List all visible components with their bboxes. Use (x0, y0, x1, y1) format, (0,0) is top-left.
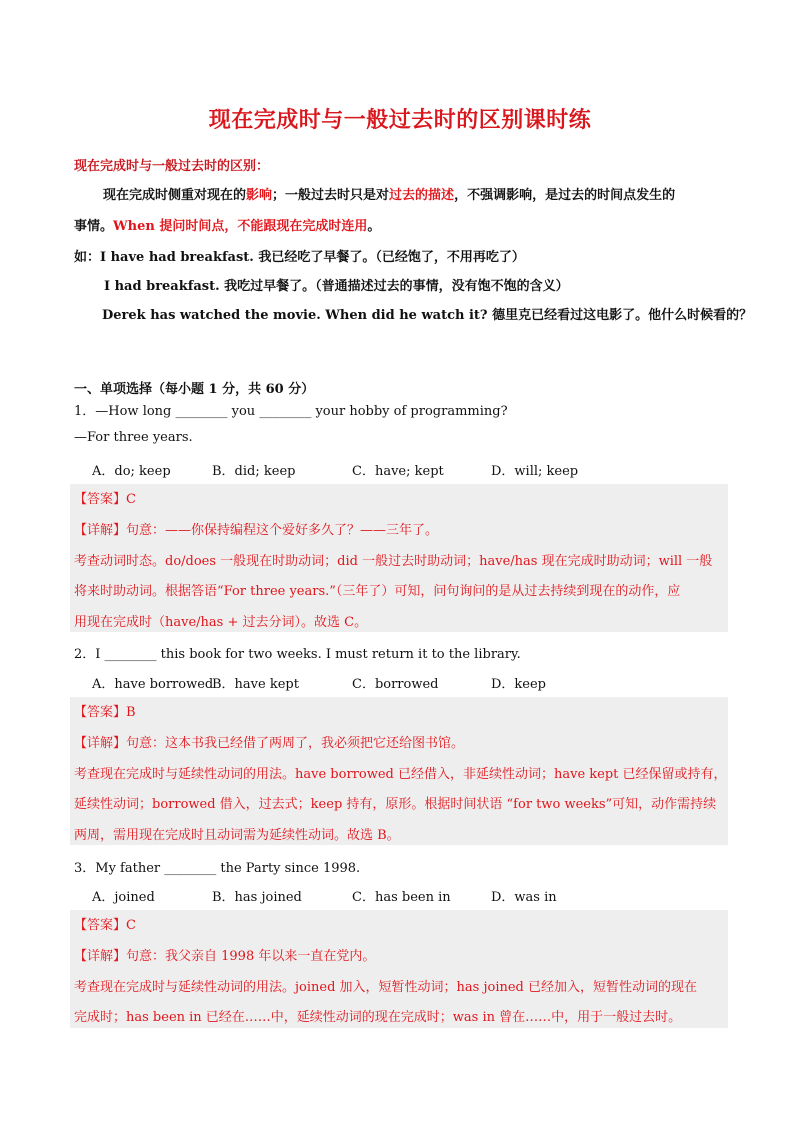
question-3-option-c: C．has been in (352, 890, 451, 905)
question-1-option-c: C．have; kept (352, 464, 444, 479)
question-1-option-d: D．will; keep (491, 464, 579, 479)
intro-text: 现在完成时侧重对现在的 (103, 188, 247, 203)
question-3-option-d: D．was in (491, 890, 557, 905)
answer-box-3 (70, 910, 728, 1028)
intro-text: ；一般过去时只是对 (272, 188, 390, 203)
intro-highlight: When 提问时间点，不能跟现在完成时连用 (113, 219, 368, 234)
explanation-2-line2: 延续性动词；borrowed 借入，过去式；keep 持有，原形。根据时间状语 “for two weeks”可知，动作需持续 (74, 797, 717, 812)
answer-box-2 (70, 697, 728, 845)
question-2-option-b: B．have kept (212, 677, 299, 692)
question-1-response: —For three years. (74, 430, 193, 445)
question-2-text: 2．I ________ this book for two weeks. I must return it to the library. (74, 647, 521, 662)
answer-1: 【答案】C (74, 492, 136, 507)
question-1-option-a: A．do; keep (92, 464, 171, 479)
example-3: Derek has watched the movie. When did he watch it? 德里克已经看过这电影了。他什么时候看的？ (102, 308, 753, 323)
intro-heading: 现在完成时与一般过去时的区别： (74, 159, 270, 174)
intro-highlight: 影响 (246, 188, 273, 203)
explanation-1-line1: 考查动词时态。do/does 一般现在时助动词；did 一般过去时助动词；have/has 现在完成时助动词；will 一般 (74, 554, 713, 569)
question-2-option-a: A．have borrowed (92, 677, 214, 692)
answer-3: 【答案】C (74, 918, 136, 933)
intro-highlight: 过去的描述 (389, 188, 455, 203)
section-heading: 一、单项选择（每小题 1 分，共 60 分） (74, 382, 315, 397)
detail-2: 【详解】句意：这本书我已经借了两周了，我必须把它还给图书馆。 (74, 736, 465, 751)
explanation-3-line1: 考查现在完成时与延续性动词的用法。joined 加入，短暂性动词；has joined 已经加入，短暂性动词的现在 (74, 980, 697, 995)
intro-text: 事情。 (74, 219, 114, 234)
detail-3: 【详解】句意：我父亲自 1998 年以来一直在党内。 (74, 949, 376, 964)
question-2-option-c: C．borrowed (352, 677, 439, 692)
intro-paragraph-line1 (103, 184, 675, 203)
question-2-option-d: D．keep (491, 677, 547, 692)
question-3-option-a: A．joined (92, 890, 155, 905)
detail-1: 【详解】句意：——你保持编程这个爱好多久了？——三年了。 (74, 523, 439, 538)
explanation-2-line3: 两周，需用现在完成时且动词需为延续性动词。故选 B。 (74, 828, 400, 843)
intro-text: ，不强调影响，是过去的时间点发生的 (454, 188, 676, 203)
intro-text: 。 (367, 219, 381, 234)
intro-paragraph-line2 (74, 215, 380, 234)
explanation-1-line2: 将来时助动词。根据答语“For three years.”（三年了）可知，问句询问的是从过去持续到现在的动作，应 (74, 584, 681, 599)
example-1: 如：I have had breakfast. 我已经吃了早餐了。（已经饱了，不用再吃了） (74, 250, 525, 265)
explanation-2-line1: 考查现在完成时与延续性动词的用法。have borrowed 已经借入，非延续性动词；have kept 已经保留或持有， (74, 767, 727, 782)
answer-2: 【答案】B (74, 705, 136, 720)
question-3-text: 3．My father ________ the Party since 1998. (74, 861, 361, 876)
explanation-1-line3: 用现在完成时（have/has + 过去分词）。故选 C。 (74, 615, 368, 630)
question-3-option-b: B．has joined (212, 890, 302, 905)
question-1-text: 1．—How long ________ you ________ your hobby of programming? (74, 404, 508, 419)
question-1-option-b: B．did; keep (212, 464, 296, 479)
answer-box-1 (70, 484, 728, 632)
example-2: I had breakfast. 我吃过早餐了。（普通描述过去的事情，没有饱不饱的含义） (104, 279, 569, 294)
page-title: 现在完成时与一般过去时的区别课时练 (208, 107, 592, 133)
explanation-3-line2: 完成时；has been in 已经在……中，延续性动词的现在完成时；was in 曾在……中，用于一般过去时。 (74, 1010, 682, 1025)
